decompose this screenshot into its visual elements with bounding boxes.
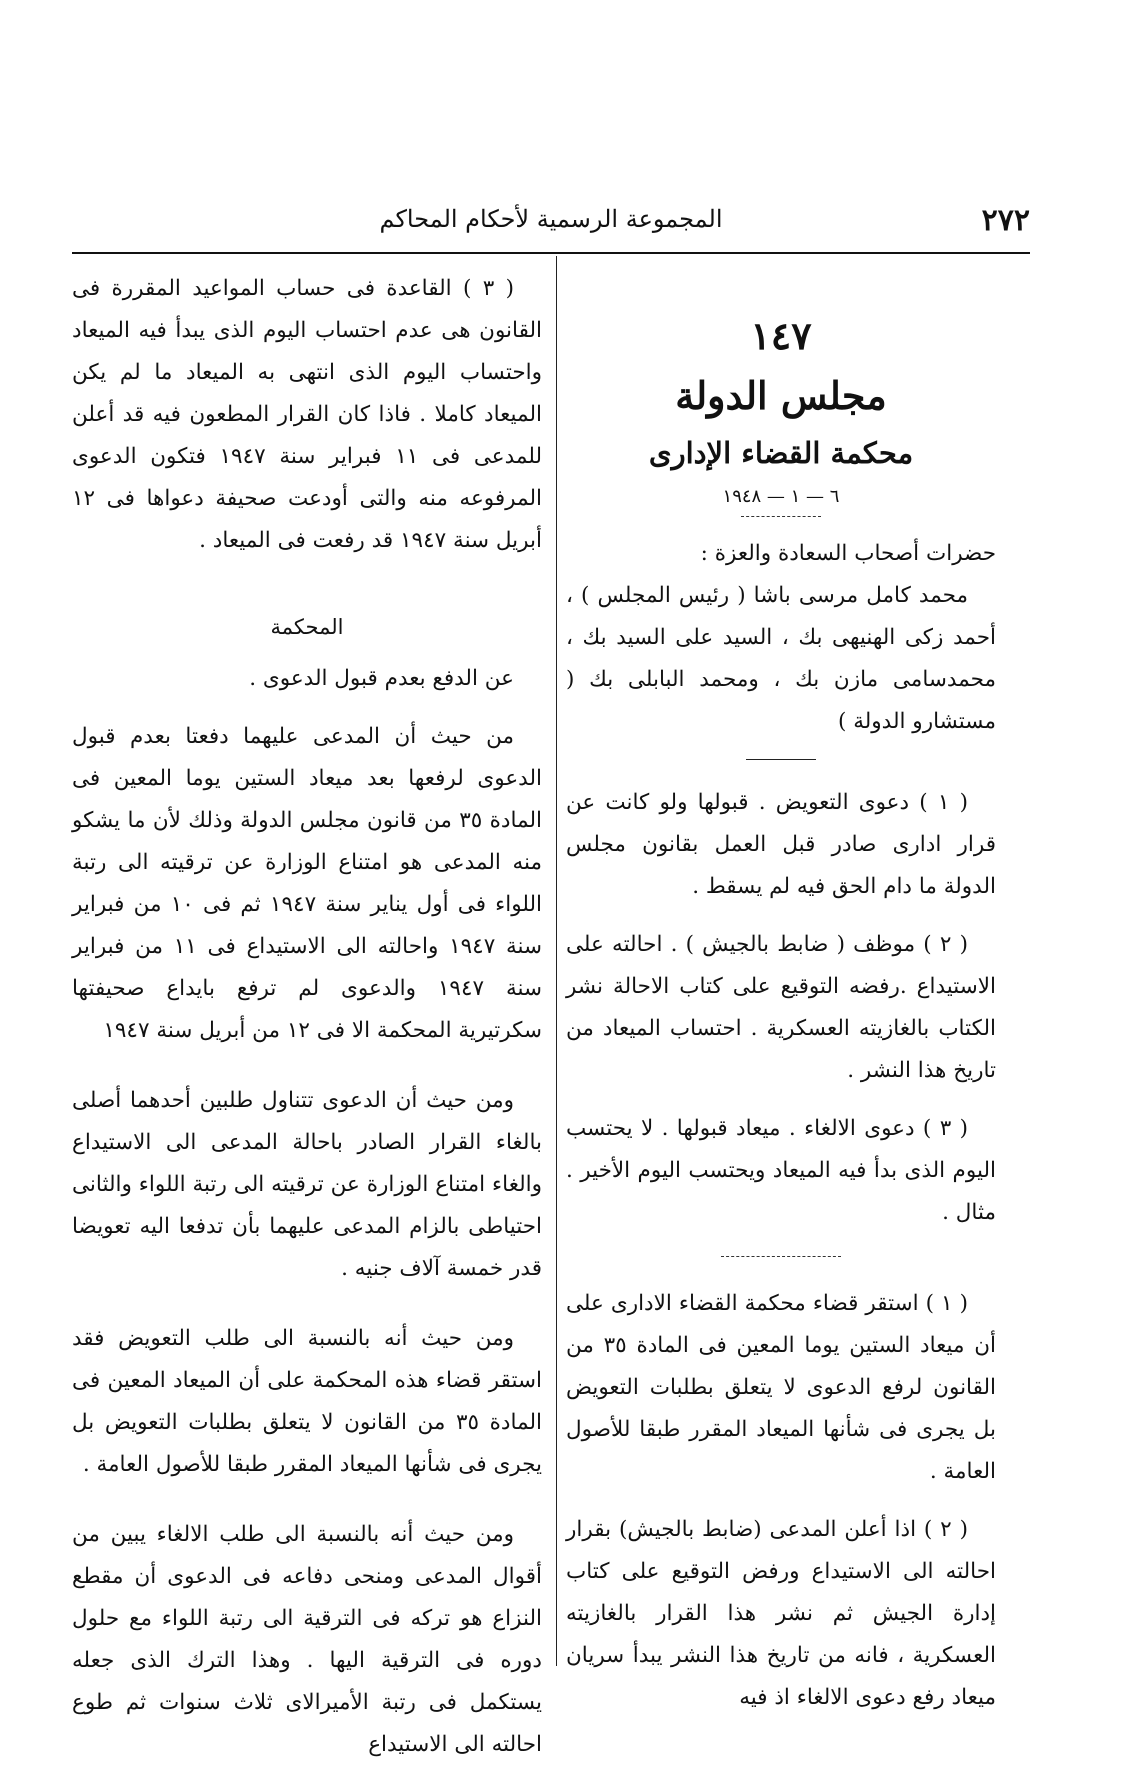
principle: ( ٣ ) القاعدة فى حساب المواعيد المقررة فى القانون هى عدم احتساب اليوم الذى يبدأ فيه الميعاد واحتساب اليوم الذى انتهى به الميعاد ما لم يكن الميعاد كاملا . فاذا كان القرار المطعون فيه قد أعلن للمدعى فى ١١ فبراير سنة ١٩٤٧ فتكون الدعوى المرفوعه منه والتى أودعت صحيفة دعواها فى ١٢ أبريل سنة ١٩٤٧ قد رفعت فى الميعاد . [72,276,543,553]
panel-intro: حضرات أصحاب السعادة والعزة : [700,541,996,566]
left-column [72,268,543,1757]
ruling-date: ٦ — ١ — ١٩٤٨ [722,486,840,507]
header-rule [72,252,1030,254]
column-divider [556,256,557,1666]
headnote: ( ٢ ) موظف ( ضابط بالجيش ) . احالته على الاستيداع .رفضه التوقيع على كتاب الاحالة نشر الكتاب بالغازيته العسكرية . احتساب الميعاد من تاريخ هذا النشر . [566,932,996,1083]
body-paragraph: ومن حيث أنه بالنسبة الى طلب الالغاء يبين من أقوال المدعى ومنحى دفاعه فى الدعوى أن مقطع النزاع هو تركه فى الترقية الى رتبة اللواء مع حلول دوره فى الترقية اليها . وهذا الترك الذى جعله يستكمل فى رتبة الأميرالاى ثلاث سنوات ثم طوع احالته الى الاستيداع [72,1522,542,1757]
page-number: ٢٧٢ [981,203,1030,238]
panel-divider [746,759,816,760]
sub-court-name: محكمة القضاء الإدارى [648,436,914,470]
court-name: مجلس الدولة [675,373,887,418]
principle: ( ١ ) استقر قضاء محكمة القضاء الادارى على أن ميعاد الستين يوما المعين فى المادة ٣٥ من القانون لرفع الدعوى لا يتعلق بطلبات التعويض بل يجرى فى شأنها الميعاد المقرر طبقا للأصول العامة . [566,1291,997,1484]
page-header [72,193,1030,253]
headnotes-divider [721,1256,841,1257]
body-paragraph: ومن حيث أن الدعوى تتناول طلبين أحدهما أصلى بالغاء القرار الصادر باحالة المدعى الى الاستيداع والغاء امتناع الوزارة عن ترقيته الى رتبة اللواء والثانى احتياطى بالزام المدعى عليهما بأن تدفعا اليه تعويضا قدر خمسة آلاف جنيه . [72,1088,542,1281]
principle: ( ٢ ) اذا أعلن المدعى (ضابط بالجيش) بقرار احالته الى الاستيداع ورفض التوقيع على كتاب إدارة الجيش ثم نشر هذا القرار بالغازيته العسكرية ، فانه من تاريخ هذا النشر يبدأ سريان ميعاد رفع دعوى الالغاء اذ فيه [566,1517,996,1710]
panel-members: محمد كامل مرسى باشا ( رئيس المجلس ) ، أحمد زكى الهنيهى بك ، السيد على السيد بك ، محمدسامى مازن بك ، ومحمد البابلى بك ( مستشارو الدولة ) [566,583,996,734]
date-underline [741,516,821,517]
ruling-number: ١٤٧ [750,313,812,358]
subheading: عن الدفع بعدم قبول الدعوى . [249,666,514,691]
running-title: المجموعة الرسمية لأحكام المحاكم [379,205,723,233]
headnote: ( ٣ ) دعوى الالغاء . ميعاد قبولها . لا يحتسب اليوم الذى بدأ فيه الميعاد ويحتسب اليوم الأخير . مثال . [566,1116,996,1225]
court-heading: المحكمة [270,615,344,639]
headnote: ( ١ ) دعوى التعويض . قبولها ولو كانت عن قرار ادارى صادر قبل العمل بقانون مجلس الدولة ما دام الحق فيه لم يسقط . [566,790,996,899]
body-paragraph: من حيث أن المدعى عليهما دفعتا بعدم قبول الدعوى لرفعها بعد ميعاد الستين يوما المعين فى المادة ٣٥ من قانون مجلس الدولة وذلك لأن ما يشكو منه المدعى هو امتناع الوزارة عن ترقيته الى رتبة اللواء فى أول يناير سنة ١٩٤٧ ثم فى ١٠ من فبراير سنة ١٩٤٧ واحالته الى الاستيداع فى ١١ من فبراير سنة ١٩٤٧ والدعوى لم ترفع بايداع صحيفتها سكرتيرية المحكمة الا فى ١٢ من أبريل سنة ١٩٤٧ [72,724,543,1043]
body-paragraph: ومن حيث أنه بالنسبة الى طلب التعويض فقد استقر قضاء هذه المحكمة على أن الميعاد المعين فى المادة ٣٥ من القانون لا يتعلق بطلبات التعويض بل يجرى فى شأنها الميعاد المقرر طبقا للأصول العامة . [72,1326,542,1477]
right-column [566,268,997,1710]
